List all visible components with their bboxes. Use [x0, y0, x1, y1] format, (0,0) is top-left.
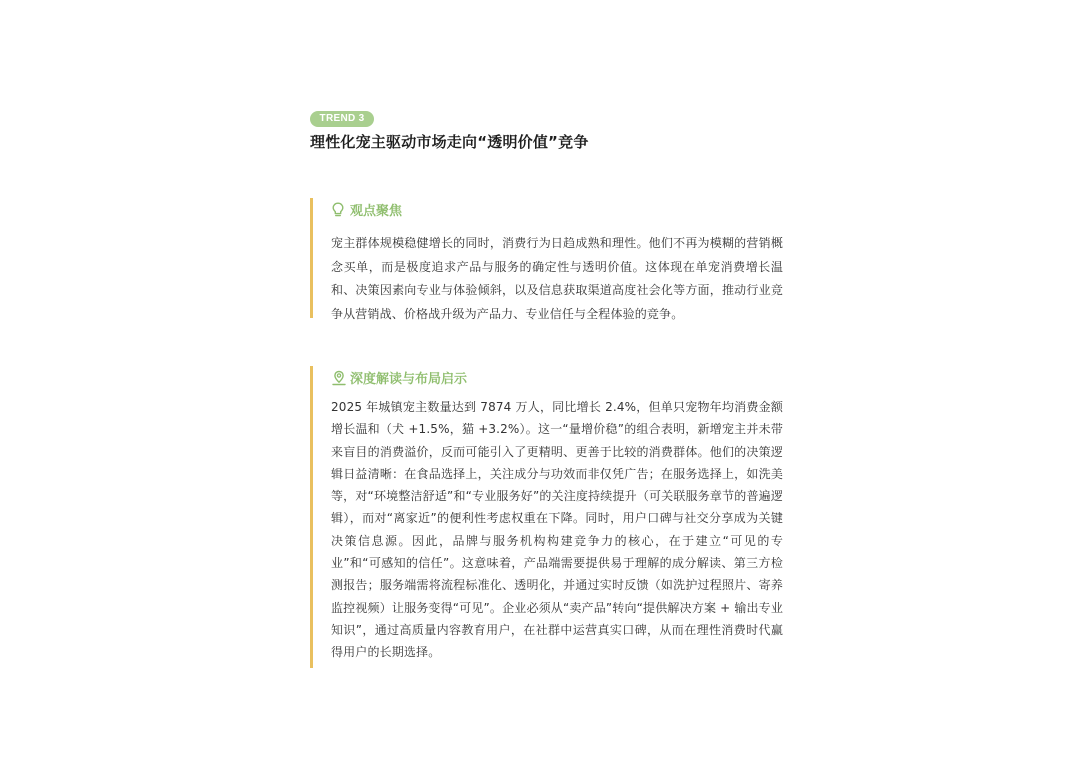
trend-badge: TREND 3 — [310, 111, 374, 127]
section-heading: 深度解读与布局启示 — [350, 372, 468, 387]
lightbulb-icon — [331, 202, 345, 218]
section-body: 2025 年城镇宠主数量达到 7874 万人，同比增长 2.4%，但单只宠物年均消费金额增长温和（犬 +1.5%，猫 +3.2%）。这一“量增价稳”的组合表明，新增宠主并未带来盲目的消费溢价，反而可能引入了更精明、更善于比较的消费群体。他们的决策逻辑日益清晰：在食品选择上，关注成分与功效而非仅凭广告；在服务选择上，如洗美等，对“环境整洁舒适”和“专业服务好”的关注度持续提升（可关联服务章节的普遍逻辑），而对“离家近”的便利性考虑权重在下降。同时，用户口碑与社交分享成为关键决策信息源。因此，品牌与服务机构构建竞争力的核心，在于建立“可见的专业”和“可感知的信任”。这意味着，产品端需要提供易于理解的成分解读、第三方检测报告；服务端需将流程标准化、透明化，并通过实时反馈（如洗护过程照片、寄养监控视频）让服务变得“可见”。企业必须从“卖产品”转向“提供解决方案 + 输出专业知识”，通过高质量内容教育用户，在社群中运营真实口碑，从而在理性消费时代赢得用户的长期选择。 — [331, 400, 783, 660]
insight-section — [310, 366, 783, 668]
section-header — [331, 200, 402, 219]
section-header — [331, 368, 467, 387]
section-heading: 观点聚焦 — [350, 204, 403, 219]
viewpoint-section — [310, 198, 783, 322]
map-pin-icon — [331, 370, 345, 386]
page-title: 理性化宠主驱动市场走向“透明价值”竞争 — [310, 133, 589, 151]
section-body: 宠主群体规模稳健增长的同时，消费行为日趋成熟和理性。他们不再为模糊的营销概念买单，而是极度追求产品与服务的确定性与透明价值。这体现在单宠消费增长温和、决策因素向专业与体验倾斜，以及信息获取渠道高度社会化等方面，推动行业竞争从营销战、价格战升级为产品力、专业信任与全程体验的竞争。 — [331, 236, 783, 322]
